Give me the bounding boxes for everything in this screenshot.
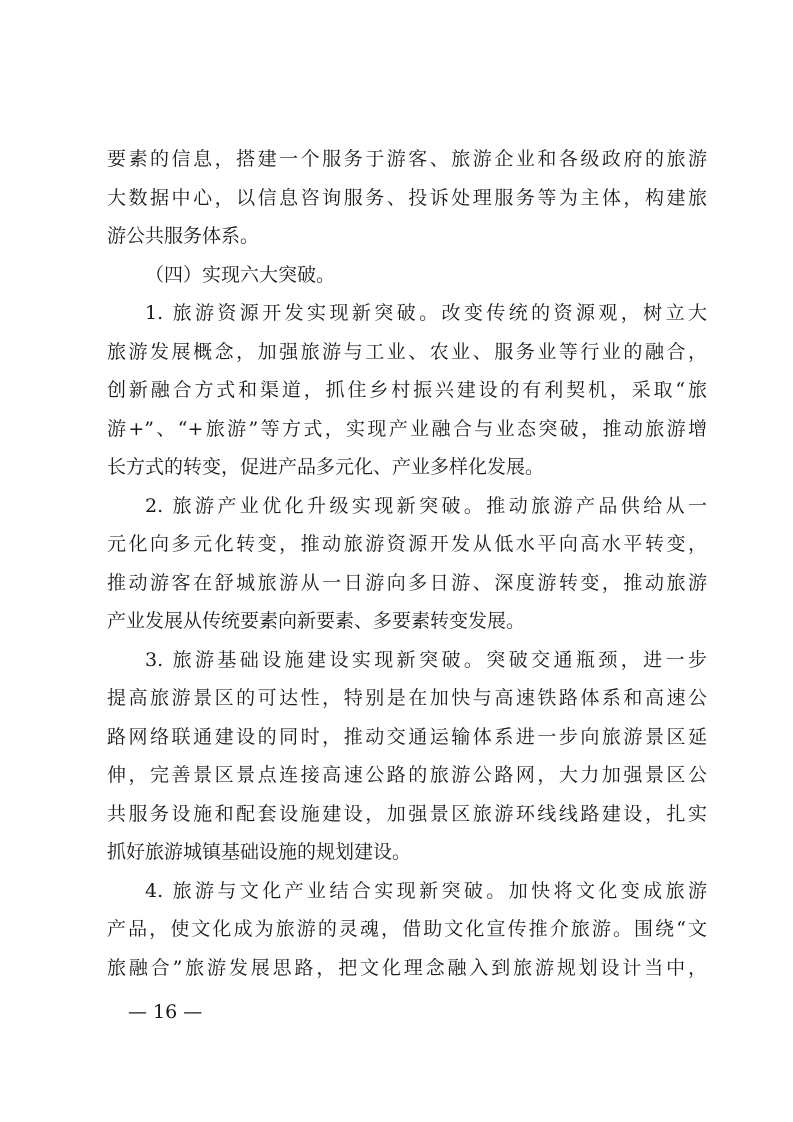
text-line: 4. 旅游与文化产业结合实现新突破。加快将文化变成旅游 [145, 879, 707, 902]
text-line: 长方式的转变，促进产品多元化、产业多样化发展。 [107, 456, 545, 478]
text-line: 伸，完善景区景点连接高速公路的旅游公路网，大力加强景区公 [107, 764, 707, 786]
text-line: 产业发展从传统要素向新要素、多要素转变发展。 [107, 610, 526, 632]
text-line: 产品，使文化成为旅游的灵魂，借助文化宣传推介旅游。围绕“文 [107, 918, 707, 940]
text-line: 元化向多元化转变，推动旅游资源开发从低水平向高水平转变， [107, 533, 707, 555]
text-line: 创新融合方式和渠道，抓住乡村振兴建设的有利契机，采取“旅 [107, 379, 707, 401]
text-line: 推动游客在舒城旅游从一日游向多日游、深度游转变，推动旅游 [107, 571, 707, 594]
text-line: 游公共服务体系。 [107, 225, 260, 247]
section-heading: （四）实现六大突破。 [145, 263, 336, 286]
text-line: 游+”、“+旅游”等方式，实现产业融合与业态突破，推动旅游增 [107, 417, 707, 440]
text-line: 抓好旅游城镇基础设施的规划建设。 [107, 841, 412, 863]
text-line: 提高旅游景区的可达性，特别是在加快与高速铁路体系和高速公 [107, 687, 707, 709]
text-line: 路网络联通建设的同时，推动交通运输体系进一步向旅游景区延 [107, 725, 707, 748]
text-line: 旅游发展概念，加强旅游与工业、农业、服务业等行业的融合， [107, 340, 707, 363]
text-line: 大数据中心，以信息咨询服务、投诉处理服务等为主体，构建旅 [107, 186, 707, 209]
text-line: 要素的信息，搭建一个服务于游客、旅游企业和各级政府的旅游 [107, 148, 707, 170]
document-body [107, 140, 707, 987]
text-line: 旅融合”旅游发展思路，把文化理念融入到旅游规划设计当中， [107, 956, 707, 979]
text-line: 共服务设施和配套设施建设，加强景区旅游环线线路建设，扎实 [107, 802, 707, 825]
page-number: — 16 — [128, 1001, 203, 1023]
text-line: 2. 旅游产业优化升级实现新突破。推动旅游产品供给从一 [145, 494, 707, 517]
text-line: 3. 旅游基础设施建设实现新突破。突破交通瓶颈，进一步 [145, 648, 707, 671]
text-line: 1. 旅游资源开发实现新突破。改变传统的资源观，树立大 [145, 302, 707, 324]
